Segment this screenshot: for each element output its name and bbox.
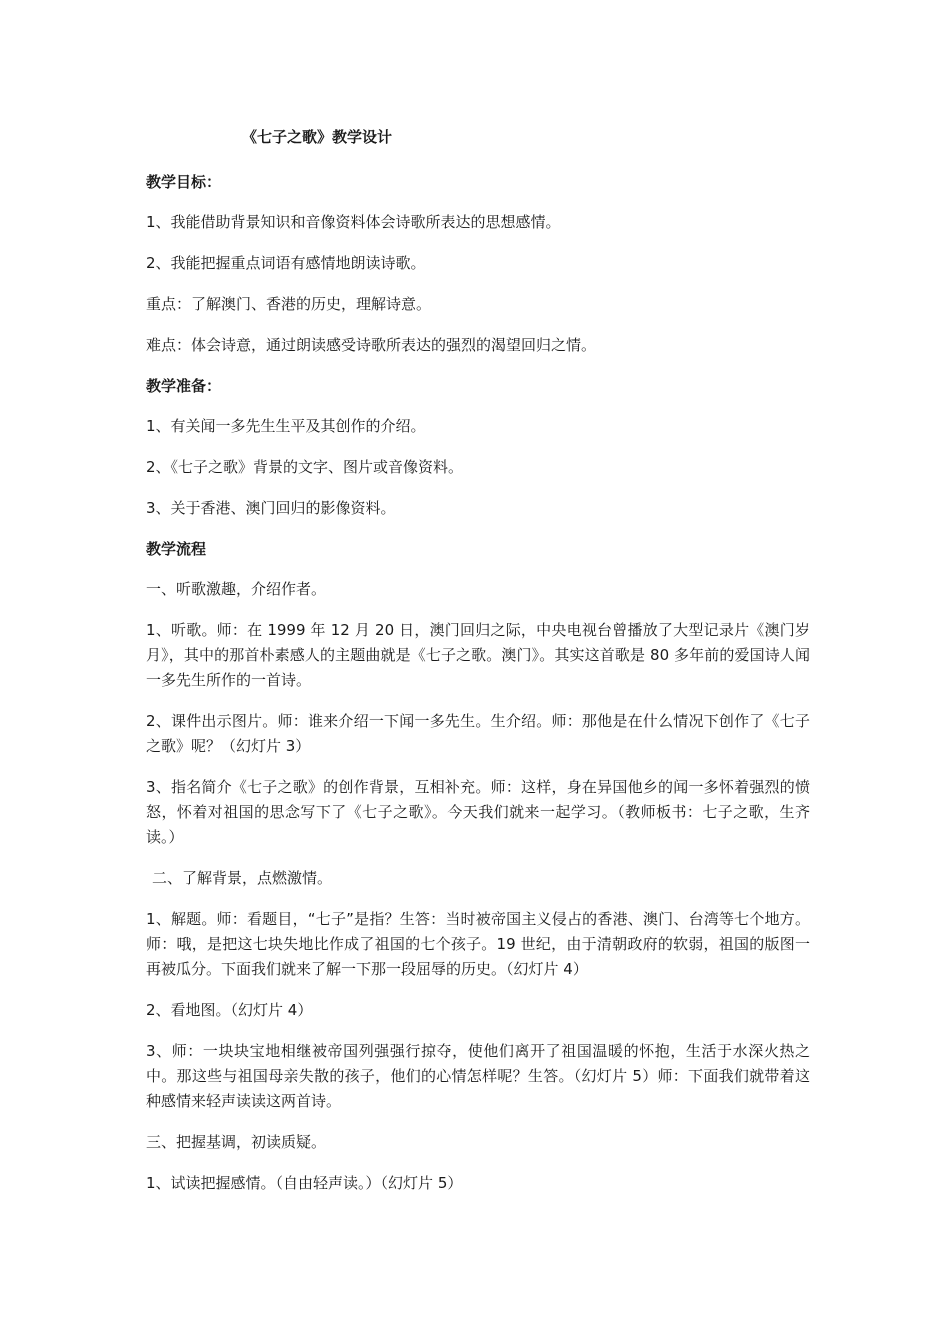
document-title: 《七子之歌》教学设计 [242,128,393,146]
flow-paragraph: 3、指名简介《七子之歌》的创作背景，互相补充。师：这样，身在异国他乡的闻一多怀着强烈的愤怒，怀着对祖国的思念写下了《七子之歌》。今天我们就来一起学习。（教师板书：七子之歌，生齐读。） [146,778,810,846]
flow-paragraph: 1、听歌。师：在 1999 年 12 月 20 日，澳门回归之际，中央电视台曾播放了大型记录片《澳门岁月》，其中的那首朴素感人的主题曲就是《七子之歌。澳门》。其实这首歌是 80 多年前的爱国诗人闻一多先生所作的一首诗。 [146,621,810,689]
prep-item: 1、有关闻一多先生生平及其创作的介绍。 [146,417,426,435]
section-heading: 一、听歌激趣，介绍作者。 [146,580,327,598]
flow-paragraph: 3、师：一块块宝地相继被帝国列强强行掠夺，使他们离开了祖国温暖的怀抱，生活于水深火热之中。那这些与祖国母亲失散的孩子，他们的心情怎样呢？生答。（幻灯片 5）师：下面我们就带着这种感情来轻声读读这两首诗。 [146,1042,810,1110]
flow-paragraph: 1、试读把握感情。（自由轻声读。）（幻灯片 5） [146,1174,463,1192]
flow-paragraph: 1、解题。师：看题目，“七子”是指？生答：当时被帝国主义侵占的香港、澳门、台湾等七个地方。师：哦，是把这七块失地比作成了祖国的七个孩子。19 世纪，由于清朝政府的软弱，祖国的版图一再被瓜分。下面我们就来了解一下那一段屈辱的历史。（幻灯片 4） [146,910,810,978]
flow-paragraph: 2、看地图。（幻灯片 4） [146,1001,313,1019]
goals-heading: 教学目标： [146,173,222,191]
flow-paragraph: 2、课件出示图片。师：谁来介绍一下闻一多先生。生介绍。师：那他是在什么情况下创作了《七子之歌》呢？（幻灯片 3） [146,712,810,755]
prep-heading: 教学准备： [146,377,222,395]
prep-item: 2、《七子之歌》背景的文字、图片或音像资料。 [146,458,464,476]
goal-item: 1、我能借助背景知识和音像资料体会诗歌所表达的思想感情。 [146,213,561,231]
prep-item: 3、关于香港、澳门回归的影像资料。 [146,499,396,517]
key-point: 重点：了解澳门、香港的历史，理解诗意。 [146,295,432,313]
document-body [146,126,810,1212]
section-heading: 三、把握基调，初读质疑。 [146,1133,327,1151]
flow-heading: 教学流程 [146,540,207,558]
section-heading: 二、了解背景，点燃激情。 [152,869,333,887]
difficult-point: 难点：体会诗意，通过朗读感受诗歌所表达的强烈的渴望回归之情。 [146,336,597,354]
goal-item: 2、我能把握重点词语有感情地朗读诗歌。 [146,254,426,272]
